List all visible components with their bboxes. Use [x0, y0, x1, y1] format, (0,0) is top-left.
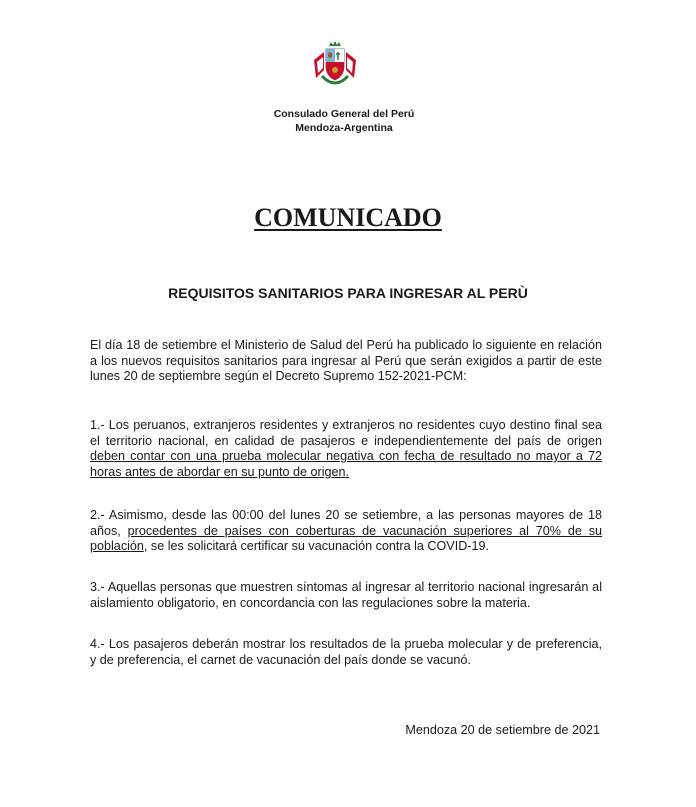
requirement-2-text-end: , se les solicitará certificar su vacunación contra la COVID-19.	[143, 539, 489, 554]
requirement-2-text: 2.- Asimismo, desde las 00:00 del lunes 20 se setiembre, a las personas mayores de 18 años,	[90, 508, 602, 538]
document-title	[0, 201, 696, 235]
document-subtitle: REQUISITOS SANITARIOS PARA INGRESAR AL PERÙ	[168, 285, 528, 301]
intro-paragraph: El día 18 de setiembre el Ministerio de Salud del Perú ha publicado lo siguiente en relación a los nuevos requisitos sanitarios para ingresar al Perú que serán exigidos a partir de este lunes 20 de septiembre según el Decreto Supremo 152-2021-PCM:	[90, 338, 602, 384]
requirement-2	[90, 508, 602, 555]
requirement-4: 4.- Los pasajeros deberán mostrar los resultados de la prueba molecular y de preferencia, y de preferencia, el carnet de vacunación del país donde se vacunó.	[90, 637, 602, 667]
requirement-1	[90, 418, 602, 480]
document-title-text: COMUNICADO	[254, 203, 442, 232]
requirement-1-underlined: deben contar con una prueba molecular negativa con fecha de resultado no mayor a 72 horas antes de abordar en su punto de origen.	[90, 449, 602, 479]
consulate-location: Mendoza-Argentina	[295, 122, 393, 134]
requirement-3: 3.- Aquellas personas que muestren síntomas al ingresar al territorio nacional ingresarán al aislamiento obligatorio, en concordancia con las regulaciones sobre la materia.	[90, 580, 602, 610]
requirement-1-text: 1.- Los peruanos, extranjeros residentes y extranjeros no residentes cuyo destino final sea el territorio nacional, en calidad de pasajeros e independientemente del país de origen	[90, 418, 602, 448]
requirement-2-underlined: procedentes de países con coberturas de vacunación superiores al 70% de su población	[90, 523, 602, 554]
consulate-name: Consulado General del Perú	[273, 108, 415, 120]
place-and-date: Mendoza 20 de setiembre de 2021	[405, 723, 600, 737]
peru-coat-of-arms-icon	[312, 40, 358, 90]
